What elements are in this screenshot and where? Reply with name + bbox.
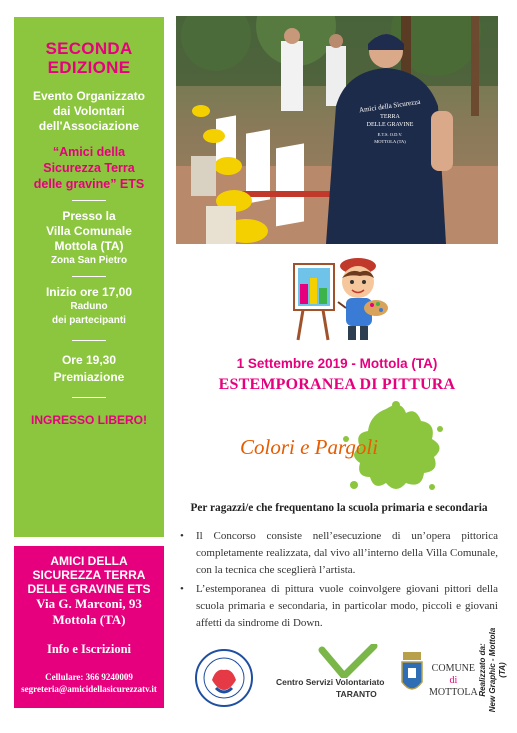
shirt-text: E.T.S. O.D.V. <box>377 132 403 137</box>
list-item: • L’estemporanea di pittura vuole coinvolgere giovani pittori della scuola primaria e secondaria, in particolar modo, piccoli e giovani affetti da sindrome di Down. <box>180 583 498 629</box>
edition-heading: SECONDA EDIZIONE <box>45 39 133 77</box>
shirt-text: Amici della Sicurezza <box>358 97 421 115</box>
csv-name: Centro Servizi Volontariato <box>276 677 385 687</box>
info-heading: Info e Iscrizioni <box>46 642 132 656</box>
event-title: ESTEMPORANEA DI PITTURA <box>218 376 456 393</box>
contact-details <box>14 671 164 695</box>
target-audience: Per ragazzi/e che frequentano la scuola primaria e secondaria <box>190 502 488 514</box>
bullet-icon: • <box>180 583 184 595</box>
start-time: Inizio ore 17,00 <box>45 285 133 299</box>
sponsor-logos <box>178 644 488 714</box>
bullet-icon: • <box>180 530 184 542</box>
email: segreteria@amicidellasicurezzatv.it <box>21 684 157 694</box>
csv-taranto-logo <box>276 644 396 708</box>
list-item: • Il Concorso consiste nell’esecuzione di un’opera pittorica completamente realizzata, dal vivo all’interno della Villa Comunale, con la tecnica che sceglierà l’artista. <box>180 530 498 576</box>
event-info-panel <box>14 17 164 537</box>
csv-city: TARANTO <box>336 689 377 699</box>
divider <box>72 397 106 398</box>
shirt-text: TERRA <box>380 114 400 120</box>
coat-of-arms-icon <box>400 652 424 700</box>
event-photo <box>176 16 498 244</box>
venue-zone: Zona San Pietro <box>50 255 128 266</box>
gathering-text: Raduno dei partecipanti <box>52 301 126 326</box>
organizer-text: Evento Organizzato dai Volontari dell'Associazione <box>32 89 145 133</box>
painter-illustration <box>290 250 390 342</box>
colori-e-pargoli-logo <box>236 399 446 497</box>
divider <box>72 200 106 201</box>
divider <box>72 340 106 341</box>
address: Via G. Marconi, 93 Mottola (TA) <box>36 596 142 627</box>
association-name: “Amici della Sicurezza Terra delle gravine” ETS <box>33 145 145 191</box>
event-date: 1 Settembre 2019 - Mottola (TA) <box>236 356 438 371</box>
comune-mottola-text: COMUNE di MOTTOLA <box>429 663 478 698</box>
venue-text: Presso la Villa Comunale Mottola (TA) <box>46 209 132 253</box>
shirt-text: MOTTOLA (TA) <box>374 139 406 144</box>
phone: Cellulare: 366 9240009 <box>45 672 133 682</box>
free-entry: INGRESSO LIBERO! <box>30 413 147 427</box>
award-time: Ore 19,30 <box>61 353 117 367</box>
shirt-text: DELLE GRAVINE <box>366 122 414 128</box>
credits: Realizzato da: New Graphic - Mottola (TA) <box>478 627 507 713</box>
description-list <box>178 528 498 634</box>
logo-text: Colori e Pargoli <box>240 435 379 459</box>
association-logo <box>194 648 254 708</box>
award-label: Premiazione <box>53 370 125 384</box>
contact-panel <box>14 546 164 708</box>
divider <box>72 276 106 277</box>
association-title: AMICI DELLA SICUREZZA TERRA DELLE GRAVINE ETS <box>27 554 151 596</box>
